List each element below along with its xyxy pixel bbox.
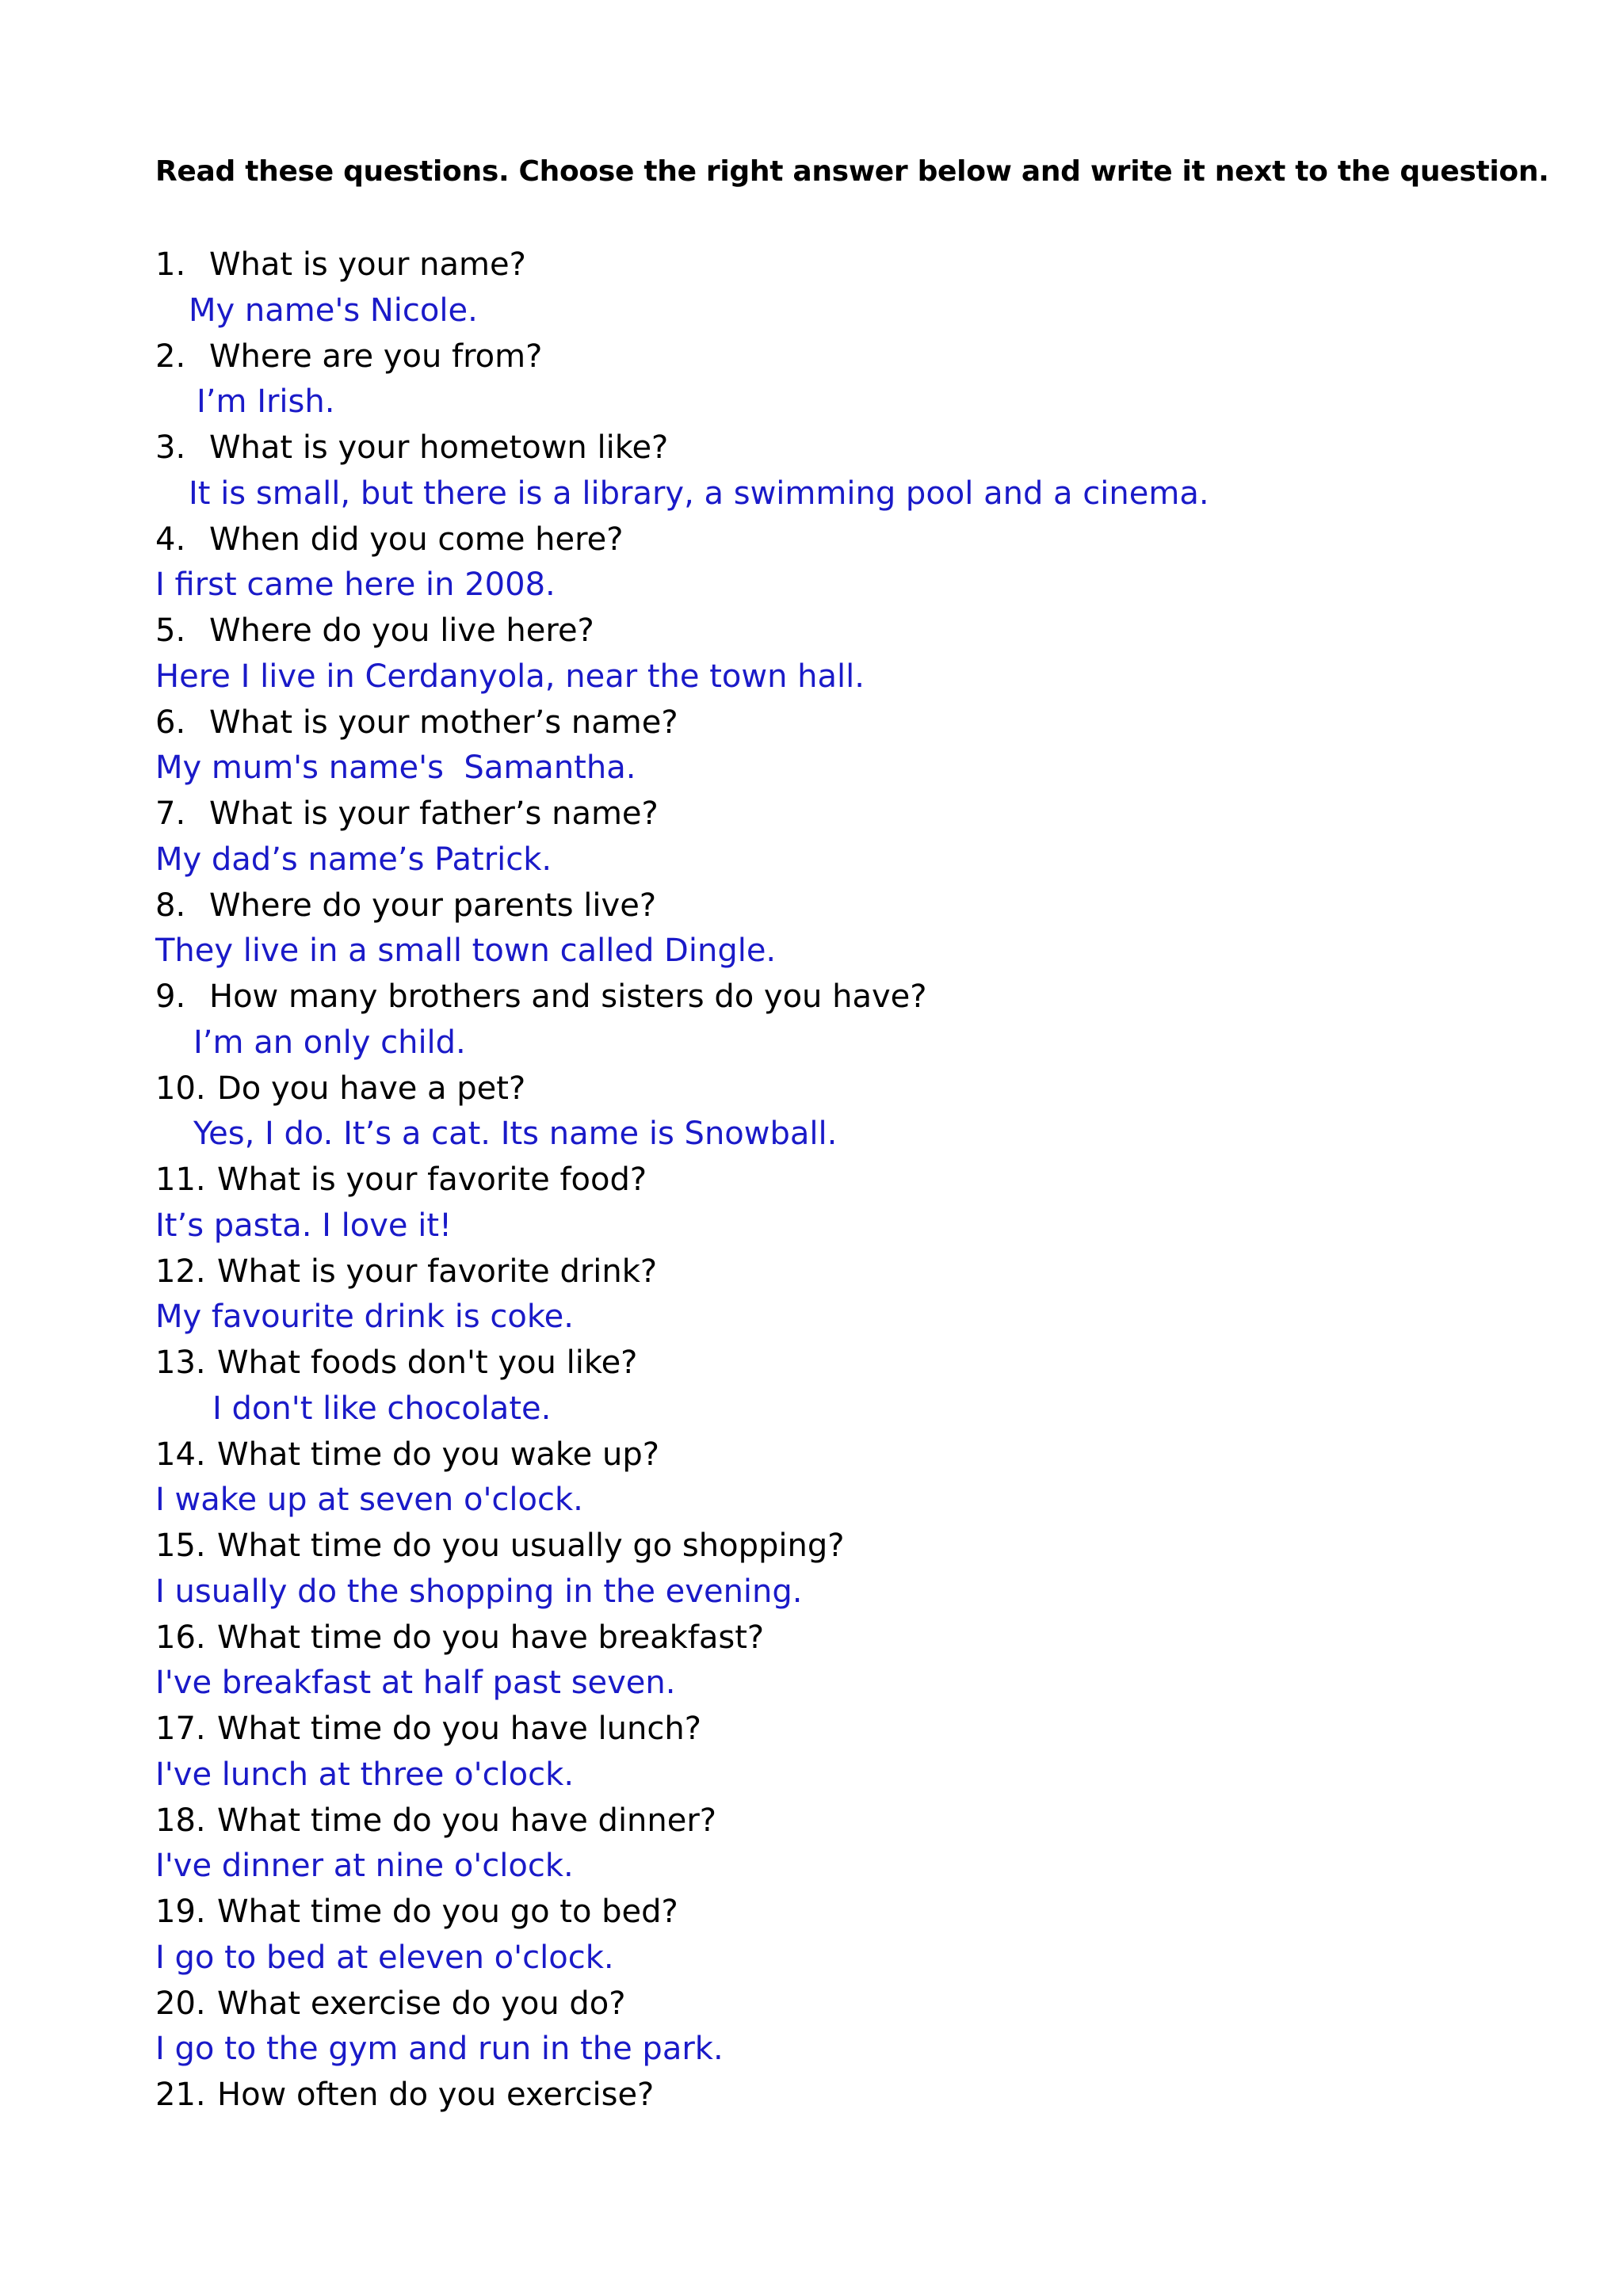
answer-text: It is small, but there is a library, a swimming pool and a cinema. [189, 475, 1209, 512]
answer-text: I usually do the shopping in the evening. [155, 1573, 803, 1610]
question-item [155, 1798, 1503, 1844]
question-text: What is your favorite food? [217, 1161, 647, 1198]
question-item [155, 700, 1503, 746]
question-item [155, 1432, 1503, 1478]
question-text: What is your father’s name? [209, 795, 659, 832]
question-number: 13. [155, 1344, 206, 1381]
answer-text: I don't like chocolate. [212, 1390, 552, 1427]
answer-text: I’m Irish. [197, 383, 335, 421]
question-item [155, 974, 1503, 1020]
question-answer-list [155, 242, 1503, 2119]
answer-text: I go to bed at eleven o'clock. [155, 1939, 614, 1976]
question-text: What is your name? [209, 246, 526, 283]
question-text: What time do you usually go shopping? [217, 1527, 845, 1564]
question-item [155, 883, 1503, 929]
question-number: 12. [155, 1253, 206, 1290]
question-item [155, 517, 1503, 563]
question-text: Do you have a pet? [217, 1070, 526, 1107]
question-text: Where are you from? [209, 338, 543, 375]
question-text: Where do your parents live? [209, 887, 657, 924]
answer-text: It’s pasta. I love it! [155, 1207, 453, 1244]
question-item [155, 2073, 1503, 2119]
question-text: What is your favorite drink? [217, 1253, 658, 1290]
question-number: 9. [155, 978, 186, 1015]
question-number: 16. [155, 1619, 206, 1656]
question-number: 1. [155, 246, 186, 283]
answer-text: My mum's name's Samantha. [155, 749, 636, 787]
question-number: 20. [155, 1985, 206, 2022]
answer-text: They live in a small town called Dingle. [155, 933, 777, 970]
answer-text: I go to the gym and run in the park. [155, 2031, 724, 2068]
question-item [155, 1066, 1503, 1112]
question-text: What time do you go to bed? [217, 1894, 678, 1930]
question-item [155, 1341, 1503, 1386]
question-number: 11. [155, 1161, 206, 1198]
question-number: 17. [155, 1711, 206, 1747]
question-text: What is your hometown like? [209, 429, 669, 466]
answer-text: I first came here in 2008. [155, 566, 556, 604]
answer-text: I wake up at seven o'clock. [155, 1482, 583, 1519]
question-item [155, 1524, 1503, 1569]
answer-text: My favourite drink is coke. [155, 1299, 574, 1336]
question-number: 7. [155, 795, 186, 832]
answer-text: My name's Nicole. [189, 292, 478, 329]
question-number: 6. [155, 704, 186, 741]
question-text: What is your mother’s name? [209, 704, 678, 741]
question-text: How often do you exercise? [217, 2077, 655, 2113]
question-number: 2. [155, 338, 186, 375]
answer-text: My dad’s name’s Patrick. [155, 841, 552, 878]
instruction-heading: Read these questions. Choose the right answer below and write it next to the question. [155, 155, 1549, 188]
question-text: What exercise do you do? [217, 1985, 626, 2022]
answer-text: I've breakfast at half past seven. [155, 1665, 676, 1702]
question-item [155, 242, 1503, 288]
answer-text: Here I live in Cerdanyola, near the town hall. [155, 658, 865, 695]
answer-text: Yes, I do. It’s a cat. Its name is Snowball. [193, 1116, 838, 1153]
answer-text: I've lunch at three o'clock. [155, 1756, 575, 1793]
answer-text: I've dinner at nine o'clock. [155, 1848, 574, 1885]
question-text: What time do you wake up? [217, 1436, 659, 1473]
question-text: Where do you live here? [209, 612, 594, 649]
question-text: How many brothers and sisters do you have? [209, 978, 927, 1015]
question-item [155, 1890, 1503, 1936]
answer-text: I’m an only child. [193, 1024, 466, 1061]
question-item [155, 791, 1503, 837]
question-text: What time do you have dinner? [217, 1802, 717, 1839]
question-number: 10. [155, 1070, 206, 1107]
question-item [155, 425, 1503, 471]
question-item [155, 1158, 1503, 1203]
question-number: 5. [155, 612, 186, 649]
question-text: When did you come here? [209, 521, 624, 558]
question-number: 19. [155, 1894, 206, 1930]
question-item [155, 1707, 1503, 1753]
question-number: 8. [155, 887, 186, 924]
question-number: 4. [155, 521, 186, 558]
question-item [155, 1981, 1503, 2027]
question-item [155, 1615, 1503, 1661]
question-item [155, 608, 1503, 654]
question-number: 15. [155, 1527, 206, 1564]
question-number: 14. [155, 1436, 206, 1473]
question-text: What time do you have breakfast? [217, 1619, 765, 1656]
question-item [155, 334, 1503, 380]
question-item [155, 1249, 1503, 1295]
question-number: 21. [155, 2077, 206, 2113]
question-number: 3. [155, 429, 186, 466]
question-number: 18. [155, 1802, 206, 1839]
question-text: What time do you have lunch? [217, 1711, 701, 1747]
question-text: What foods don't you like? [217, 1344, 638, 1381]
